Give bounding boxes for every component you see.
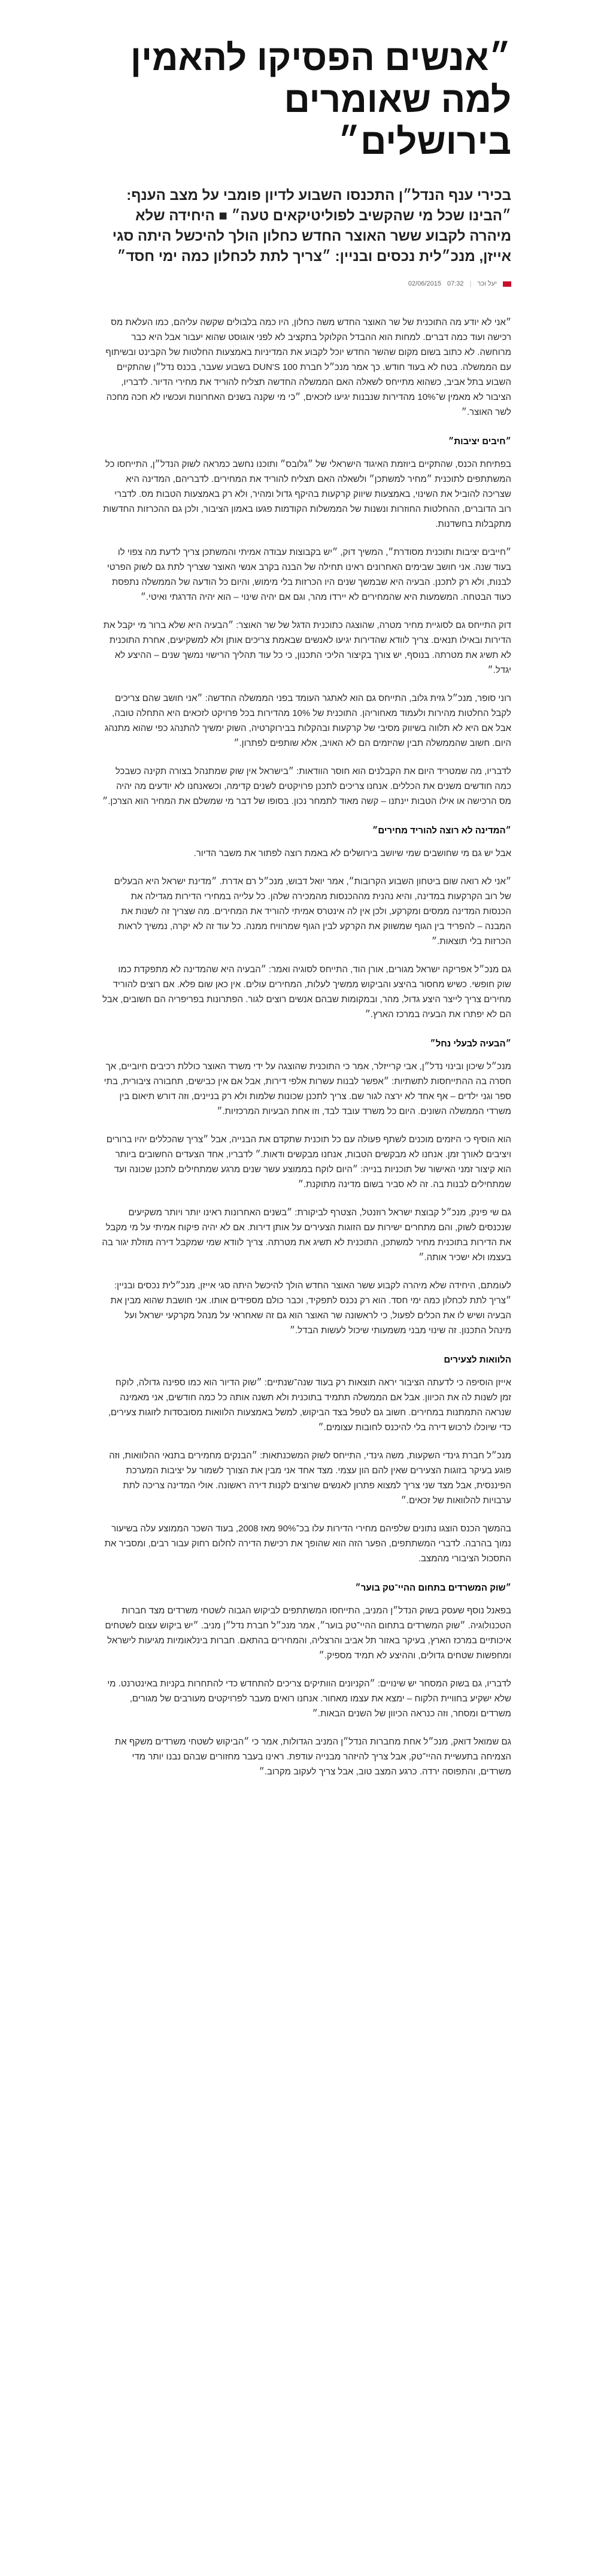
article-paragraph: ״אני לא יודע מה התוכנית של שר האוצר החדש משה כחלון, היו כמה בלבולים שקשה עליהם, כמו העלאת מס רכישה ועוד כמה דברים. למחות הוא ההבדל הקלוקל בתקציב לא לפני אוגוסט שהוא יעבור אבל היא כבר מרוחשה. לא כתוב בשום מקום שהשר החדש יוכל לקבוע את המדיניות באמצעות החלטות של הקבינט ובשיתוף עם הממשלה. בטח לא בעוד חודש. כך אמר מנכ״ל חברת DUN'S 100 בשבוע שעבר, בכנס נדל״ן שהתקיים השבוע בתל אביב, כשהוא מתייחס לשאלה האם הממשלה החדשה תצליח להוריד את מחירי הדיור. לדבריו, הציבור לא מאמין ש־10% מהדירות שנבנות יגיעו לזכאים, ״כי מי שקנה בשנים האחרונות ועכשיו לא חכה מחכה לשר האוצר.״ <box>105 317 511 417</box>
article-paragraph: ״אני לא רואה שום ביטחון השבוע הקרובות״, אמר יואל דבוש, מנכ״ל רם אדרת. ״מדינת ישראל היא הבעלים של רוב הקרקעות במדינה, והיא נהנית מההכנסות מהמכירה שלהן. כל עלייה במחירי הדירות מגדילה את הכנסות המדינה ממסים ומקרקע, ולכן אין לה אינטרס אמיתי להוריד את המחירים. מה שצריך זה לשנות את המבנה – להפריד בין הגוף שמשווק את הקרקע לבין הגוף שמרוויח ממנה. כל עוד זה לא יקרה, נמשיך לראות הכרזות בלי תוצאות.״ <box>114 876 511 946</box>
publish-time: 07:32 <box>447 280 464 287</box>
article-paragraph: בפתיחת הכנס, שהתקיים ביוזמת האיגוד הישראלי של ״גלובס״ ותוכנו נחשב כמראה לשוק הנדל״ן, התייחסו כל המשתתפים לתוכנית ״מחיר למשתכן״ ולשאלה האם תצליח להוריד את המחירים. לדבריהם, המדינה היא שצריכה להוביל את השינוי, באמצעות שיווק קרקעות בהיקף גדול ומהיר, ולא רק באמצעות הטבות מס. לדברי רוב הדוברים, ההחלטות החוזרות ונשנות של הממשלות הקודמות פגעו באמון הציבור, ולכן גם ההכרזות החדשות מתקבלות בחשדנות. <box>102 459 511 529</box>
section-heading: ״חיבים יציבות״ <box>448 436 511 447</box>
page-title: ״אנשים הפסיקו להאמין למה שאומרים בירושלים״ <box>130 38 511 162</box>
article-paragraph: לדבריו, מה שמטריד היום את הקבלנים הוא חוסר הוודאות: ״בישראל אין שוק שמתנהל בצורה תקינה כשבכל כמה חודשים משנים את הכללים. אנחנו צריכים לתכנן פרויקטים לשנים קדימה, וכשאנחנו לא יודעים מה יהיה מס הרכישה או אילו הטבות יינתנו – קשה מאוד לתמחר נכון. בסופו של דבר מי שמשלם את המחיר הוא הצרכן.״ <box>102 766 511 806</box>
article-body <box>0 315 613 1779</box>
meta-separator: | <box>469 280 472 287</box>
section-heading: הלוואות לצעירים <box>444 1355 511 1365</box>
article-paragraph: לדבריו, גם בשוק המסחר יש שינויים: ״הקניונים הוותיקים צריכים להתחדש כדי להתחרות בקניות באינטרנט. מי שלא ישקיע בחוויית הלקוח – ימצא את עצמו מאחור. אנחנו רואים מעבר לפרויקטים מעורבים של מגורים, משרדים ומסחר, וזה כנראה הכיוון של השנים הבאות.״ <box>107 1679 511 1719</box>
article-meta <box>102 280 511 287</box>
article-subtitle: בכירי ענף הנדל״ן התכנסו השבוע לדיון פומבי על מצב הענף: ״הבינו שכל מי שהקשיב לפוליטיקאים טעה״ ■ היחידה שלא מיהרה לקבוע ששר האוצר החדש כחלון הולך להיכשל היתה סגי אייזן, מנכ״לית נכסים ובניין: ״צריך לתת לכחלון כמה ימי חסד״ <box>112 187 511 265</box>
article-paragraph: מנכ״ל שיכון ובינוי נדל״ן, אבי קרייזלר, אמר כי התוכנית שהוצגה על ידי משרד האוצר כוללת רכיבים חיוביים, אך חסרה בה ההתייחסות לתשתיות: ״אפשר לבנות עשרות אלפי דירות, אבל אם אין כבישים, תחבורה ציבורית, בתי ספר וגני ילדים – אף אחד לא ירצה לגור שם. צריך לתכנן שכונות שלמות ולא רק בניינים, וזה דורש תיאום בין משרדי הממשלה השונים. היום כל משרד עובד לבד, וזו אחת הבעיות המרכזיות.״ <box>104 1061 511 1116</box>
article-paragraph: דוק התייחס גם לסוגיית מחיר מטרה, שהוצגה כתוכנית הדגל של שר האוצר: ״הבעיה היא שלא ברור מי יקבל את הדירות ובאילו תנאים. צריך לוודא שהדירות יגיעו לאנשים שבאמת צריכים אותן ולא למשקיעים, אחרת התוכנית לא תשיג את מטרתה. בנוסף, יש צורך בקיצור הליכי התכנון, כי כל עוד תהליך הרישוי נמשך שנים – ההיצע לא יגדל.״ <box>103 620 511 675</box>
section-heading: ״שוק המשרדים בתחום ההיי־טק בוער״ <box>355 1583 511 1593</box>
article-paragraph: אבל יש גם מי שחושבים שמי שיושב בירושלים לא באמת רוצה לפתור את משבר הדיור. <box>193 848 511 858</box>
author-name[interactable]: יעל וכר <box>477 280 497 287</box>
article-header <box>0 0 613 287</box>
publish-date: 02/06/2015 <box>408 280 441 287</box>
article-paragraph: גם שמואל דואק, מנכ״ל אחת מחברות הנדל״ן המניב הגדולות, אמר כי ״הביקוש לשטחי משרדים משקף את הצמיחה בתעשיית ההיי־טק, אבל צריך להיזהר מבנייה עודפת. ראינו בעבר מחזורים שבהם נבנו יותר מדי משרדים, והתפוסה ירדה. כרגע המצב טוב, אבל צריך לעקוב מקרוב.״ <box>114 1737 511 1777</box>
article-paragraph: בפאנל נוסף שעסק בשוק הנדל״ן המניב, התייחסו המשתתפים לביקוש הגבוה לשטחי משרדים מצד חברות הטכנולוגיה. ״שוק המשרדים בתחום ההיי־טק בוער״, אמר מנכ״ל חברת נדל״ן מניב. ״יש ביקוש עצום לשטחים איכותיים במרכז הארץ, בעיקר באזור תל אביב והרצליה, והמחירים בהתאם. חברות בינלאומיות מגיעות לישראל ומחפשות שטחים גדולים, וההיצע לא תמיד מספיק.״ <box>105 1606 511 1661</box>
section-heading: ״המדינה לא רוצה להוריד מחירים״ <box>372 826 511 836</box>
article-paragraph: מנכ״ל חברת גינדי השקעות, משה גינדי, התייחס לשוק המשכנתאות: ״הבנקים מחמירים בתנאי ההלוואות, וזה פוגע בעיקר בזוגות הצעירים שאין להם הון עצמי. מצד אחד אני מבין את הצורך לשמור על יציבות המערכת הפיננסית, אבל מצד שני צריך למצוא פתרון לאנשים שרוצים לקנות דירה ראשונה. אולי המדינה צריכה לתת ערבויות להלוואות של זכאים.״ <box>109 1451 511 1506</box>
article-paragraph: לעומתם, היחידה שלא מיהרה לקבוע ששר האוצר החדש הולך להיכשל היתה סגי אייזן, מנכ״לית נכסים ובניין: ״צריך לתת לכחלון כמה ימי חסד. הוא רק נכנס לתפקיד, וכבר כולם מספידים אותו. אני חושבת שהוא מבין את הבעיה ושיש לו את הכלים לפעול, כי לראשונה שר האוצר הוא גם זה שאחראי על מנהל מקרקעי ישראל ועל מינהל התכנון. זה שינוי מבני משמעותי שיכול לעשות הבדל.״ <box>110 1281 511 1336</box>
article-paragraph: אייזן הוסיפה כי לדעתה הציבור יראה תוצאות רק בעוד שנה־שנתיים: ״שוק הדיור הוא כמו ספינה גדולה, לוקח זמן לשנות לה את הכיוון. אבל אם הממשלה תתמיד בתוכנית ולא תשנה אותה כל כמה חודשים, אני מאמינה שנראה התמתנות במחירים. חשוב גם לטפל בצד הביקוש, למשל באמצעות הלוואות מסובסדות לזוגות צעירים, כדי שיוכלו לרכוש דירה בלי להיכנס לחובות עצומים.״ <box>108 1377 511 1433</box>
article-paragraph: רוני סופר, מנכ״ל גזית גלוב, התייחס גם הוא לאתגר העומד בפני הממשלה החדשה: ״אני חושב שהם צריכים לקבל החלטות מהירות ולעמוד מאחוריהן. התוכנית של 10% מהדירות בכל פרויקט לזכאים היא התחלה טובה, אבל אם היא לא תלווה בשיווק מסיבי של קרקעות ובהקלות בבירוקרטיה, השוק ימשיך להתנהג כפי שהוא מתנהג היום. חשוב שהממשלה תבין שהיזמים הם לא האויב, אלא שותפים לפתרון.״ <box>104 693 511 748</box>
article-paragraph: ״חייבים יציבות ותוכנית מסודרת״, המשיך דוק, ״יש בקבוצות עבודה אמיתי והמשתכן צריך לדעת מה צפוי לו בעוד שנה. אני חושב שבימים האחרונים ראינו תחילה של הבנה בקרב אנשי האוצר שצריך לתת גם לשוק הפרטי לבנות, ולא רק לתכנן. הבעיה היא שבמשך שנים היו הכרזות בלי מימוש, והיום כל הודעה של הממשלה נתפסת כעוד הבטחה. המשמעות היא שהמחירים לא יירדו מהר, וגם אם יהיה שינוי – הוא יהיה הדרגתי ואיטי.״ <box>107 547 511 602</box>
article-paragraph: הוא הוסיף כי היזמים מוכנים לשתף פעולה עם כל תוכנית שתקדם את הבנייה, אבל ״צריך שהכללים יהיו ברורים ויציבים לאורך זמן. אנחנו לא מבקשים הטבות, אנחנו מבקשים ודאות.״ לדבריו, אחד הצעדים החשובים ביותר הוא קיצור זמני האישור של תוכניות בנייה: ״היום לוקח בממוצע עשר שנים מרגע שמתחילים לתכנן שכונה ועד שמתחילים לבנות בה. זה לא סביר בשום מדינה מתוקנת.״ <box>106 1134 511 1190</box>
article-paragraph: גם מנכ״ל אפריקה ישראל מגורים, אורן הוד, התייחס לסוגיה ואמר: ״הבעיה היא שהמדינה לא מתפקדת כמו שוק חופשי. כשיש מחסור בהיצע והביקוש ממשיך לעלות, המחירים עולים. אין כאן שום פלא. אם רוצים להוריד מחירים צריך לייצר היצע גדול, מהר, ובמקומות שבהם אנשים רוצים לגור. הפתרונות בפריפריה הם חשובים, אבל הם לא יפתרו את הבעיה במרכז הארץ.״ <box>102 964 511 1020</box>
section-heading: ״הבעיה לבעלי נחל״ <box>430 1039 511 1049</box>
article-paragraph: גם שי פינק, מנכ״ל קבוצת ישראל רוזנטל, הצטרף לביקורת: ״בשנים האחרונות ראינו יותר ויותר משקיעים שנכנסים לשוק, והם מתחרים ישירות עם הזוגות הצעירים על אותן דירות. אם לא יהיה פיקוח אמיתי על מי מקבל את הדירות בתוכנית מחיר למשתכן, התוכנית לא תשיג את מטרתה. צריך לוודא שמי שמקבל דירה מוזלת יגור בה בעצמו ולא ישכיר אותה.״ <box>102 1207 511 1263</box>
article-paragraph: בהמשך הכנס הוצגו נתונים שלפיהם מחירי הדירות עלו בכ־90% מאז 2008, בעוד השכר הממוצע עלה בשיעור נמוך בהרבה. לדברי המשתתפים, הפער הזה הוא שהופך את רכישת הדירה לחלום רחוק עבור רבים, ומסביר את התסכול הציבורי מהמצב. <box>104 1524 511 1564</box>
flag-icon <box>503 281 511 287</box>
